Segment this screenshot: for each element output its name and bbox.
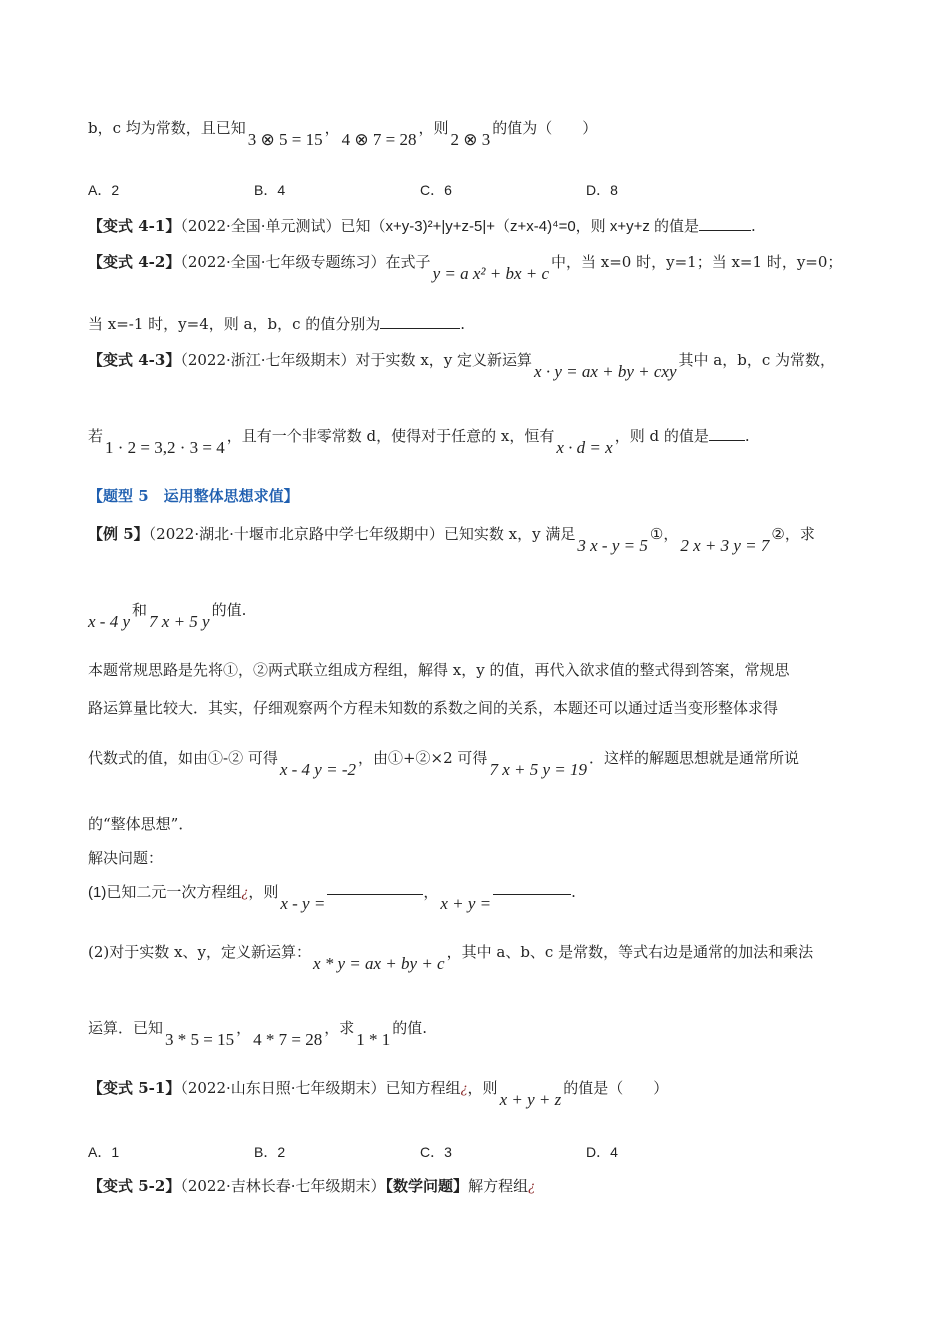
paragraph-line [88, 814, 890, 834]
text: 在式子 [385, 253, 431, 271]
sub-question-1 [88, 882, 890, 913]
math-expr: 7 x + 5 y = 19 [489, 760, 587, 779]
text: 已知（x+y-3)²+|y+z-5|+（z+x-4)⁴=0，则 x+y+z 的值是 [340, 218, 700, 235]
math-expr: x · d = x [556, 438, 613, 457]
source: （2022·浙江·七年级期末） [180, 351, 356, 369]
section-heading: 【题型 5 运用整体思想求值】 [88, 487, 299, 505]
math-expr: 4 ⊗ 7 = 28 [341, 130, 417, 149]
variant-4-3 [88, 350, 890, 381]
text: ，求 [784, 525, 815, 543]
source: （2022·湖北·十堰市北京路中学七年级期中） [148, 525, 444, 543]
missing-glyph: ¿ [460, 1082, 468, 1097]
answer-blank [327, 880, 423, 895]
text: ，则 d 的值是 [614, 427, 709, 445]
variant-4-3-line2 [88, 426, 890, 457]
text: ，则 [248, 883, 279, 901]
text: 其中 a，b，c 为常数， [678, 351, 835, 369]
variant-tag: 【变式 5-1】 [88, 1079, 181, 1097]
variant-4-2 [88, 252, 890, 283]
paragraph-line [88, 748, 890, 779]
variant-4-1 [88, 216, 890, 237]
text: (1)已知二元一次方程组 [88, 884, 242, 901]
text: ，则 [418, 119, 449, 137]
sub-question-2-line2 [88, 1018, 890, 1049]
variant-5-1 [88, 1078, 890, 1109]
answer-blank [380, 314, 460, 329]
math-expr: 2 x + 3 y = 7 [680, 536, 770, 555]
text: 代数式的值，如由①-② 可得 [88, 749, 278, 767]
math-expr: x - y = [280, 894, 326, 913]
variant-tag: 【变式 4-2】 [88, 253, 181, 271]
text: 的“整体思想”． [88, 815, 194, 833]
math-expr: 3 * 5 = 15 [165, 1030, 235, 1049]
text: 中，当 x=0 时，y=1；当 x=1 时，y=0； [551, 253, 843, 271]
option-c: C．3 [420, 1144, 452, 1160]
circled-one: ① [649, 525, 664, 543]
variant-tag: 【变式 4-3】 [88, 351, 181, 369]
text: . [744, 427, 750, 445]
options-row [88, 180, 890, 200]
text: 解方程组 [468, 1177, 529, 1195]
missing-glyph: ¿ [528, 1180, 536, 1195]
example-5-line2 [88, 600, 890, 631]
option-d: D．8 [586, 182, 618, 198]
option-d: D．4 [586, 1144, 618, 1160]
text: 的值. [392, 1019, 428, 1037]
section-title [88, 486, 890, 506]
bold-label: 【数学问题】 [385, 1177, 469, 1195]
text: 本题常规思路是先将①，②两式联立组成方程组，解得 x，y 的值，再代入欲求值的整式得到答案，常规思 [88, 661, 790, 679]
answer-blank [493, 880, 571, 895]
source: （2022·全国·七年级专题练习） [180, 253, 386, 271]
text: 解决问题： [88, 849, 164, 867]
text: 对于实数 x，y 定义新运算 [355, 351, 533, 369]
option-c: C．6 [420, 182, 452, 198]
variant-5-2 [88, 1176, 890, 1198]
text: ．这样的解题思想就是通常所说 [588, 749, 799, 767]
answer-blank [709, 426, 745, 441]
circled-two: ② [771, 525, 785, 543]
variant-4-2-line2 [88, 314, 890, 334]
text: ， [236, 1019, 252, 1037]
options-row [88, 1142, 890, 1162]
text: 的值. [211, 601, 247, 619]
math-expr: x + y + z [499, 1090, 562, 1109]
answer-blank [699, 216, 751, 231]
example-5 [88, 524, 890, 555]
paragraph-line [88, 848, 890, 868]
text: 和 [132, 601, 148, 619]
missing-glyph: ¿ [241, 886, 249, 901]
variant-tag: 【变式 5-2】 [88, 1177, 181, 1195]
math-expr: 4 * 7 = 28 [253, 1030, 323, 1049]
variant-tag: 【变式 4-1】 [88, 217, 181, 235]
math-expr: x + y = [440, 894, 492, 913]
math-expr: 7 x + 5 y [149, 612, 210, 631]
text: ，其中 a、b、c 是常数，等式右边是通常的加法和乘法 [446, 943, 814, 961]
option-a: A．2 [88, 182, 120, 198]
math-expr: y = a x² + bx + c [432, 264, 550, 283]
example-tag: 【例 5】 [88, 525, 149, 543]
question-stem-line [88, 118, 890, 149]
text: 运算．已知 [88, 1019, 164, 1037]
text: ，则 [467, 1079, 498, 1097]
math-expr: x * y = ax + by + c [312, 954, 445, 973]
paragraph-line [88, 698, 890, 718]
source: （2022·山东日照·七年级期末） [180, 1079, 386, 1097]
option-b: B．4 [254, 182, 286, 198]
text: 路运算量比较大．其实，仔细观察两个方程未知数的系数之间的关系，本题还可以通过适当变形整体求得 [88, 699, 779, 717]
text: 的值为（ ） [492, 119, 598, 137]
text: ，求 [324, 1019, 355, 1037]
text: . [460, 315, 466, 333]
math-expr: 3 x - y = 5 [577, 536, 648, 555]
math-expr: 1 · 2 = 3,2 · 3 = 4 [105, 438, 225, 457]
option-a: A．1 [88, 1144, 120, 1160]
text: ， [423, 883, 439, 901]
option-b: B．2 [254, 1144, 286, 1160]
text: 已知实数 x，y 满足 [443, 525, 576, 543]
text: . [571, 883, 576, 901]
math-expr: 3 ⊗ 5 = 15 [247, 130, 323, 149]
text: ， [663, 525, 679, 543]
text: 若 [88, 427, 104, 445]
math-expr: 1 * 1 [356, 1030, 391, 1049]
math-expr: x · y = ax + by + cxy [534, 362, 677, 381]
sub-question-2 [88, 942, 890, 973]
math-expr: x - 4 y = -2 [279, 760, 356, 779]
math-expr: x - 4 y [88, 612, 131, 631]
source: （2022·吉林长春·七年级期末） [180, 1177, 386, 1195]
text: 的值是（ ） [563, 1079, 669, 1097]
text: . [751, 217, 756, 235]
source: （2022·全国·单元测试） [180, 217, 341, 235]
text: 已知方程组 [385, 1079, 461, 1097]
text: ，且有一个非零常数 d，使得对于任意的 x，恒有 [226, 427, 555, 445]
paragraph-line [88, 660, 890, 680]
text: (2)对于实数 x、y，定义新运算： [88, 943, 311, 961]
math-expr: 2 ⊗ 3 [450, 130, 491, 149]
text: b，c 均为常数，且已知 [88, 119, 246, 137]
text: ，由①+②×2 可得 [357, 749, 488, 767]
text: ， [324, 119, 340, 137]
text: 当 x=-1 时，y=4，则 a，b，c 的值分别为 [88, 315, 381, 333]
